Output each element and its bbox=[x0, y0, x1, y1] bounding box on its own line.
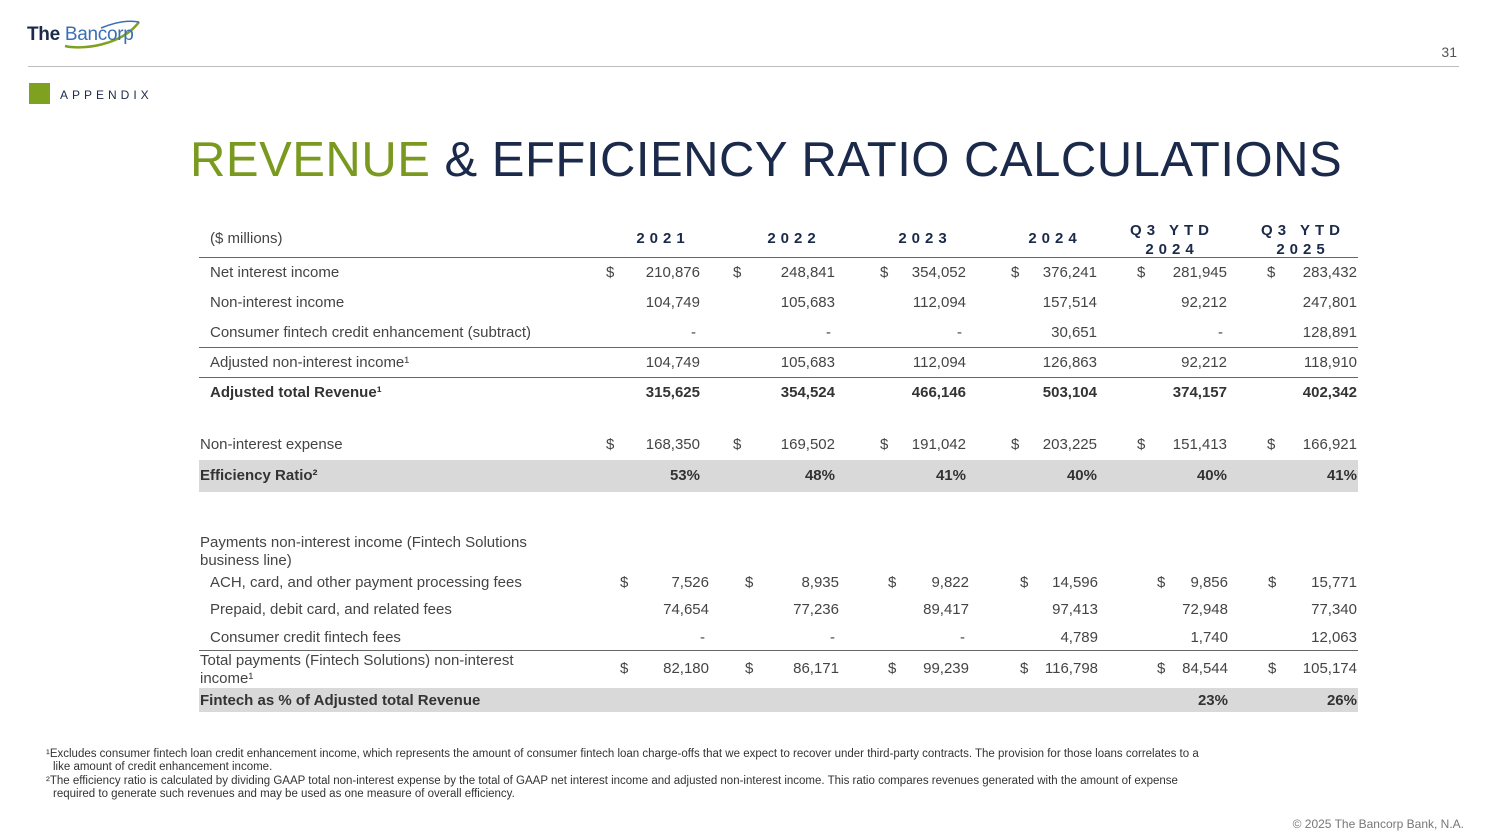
table-cell: 503,104 bbox=[1042, 384, 1097, 401]
currency-symbol: $ bbox=[880, 264, 889, 281]
currency-symbol: $ bbox=[1137, 436, 1146, 453]
table-cell: 4,789 bbox=[1060, 629, 1098, 646]
table-row-label: Net interest income bbox=[210, 264, 340, 281]
table-cell: 283,432 bbox=[1302, 264, 1357, 281]
table-cell: 104,749 bbox=[645, 294, 700, 311]
table-cell: 166,921 bbox=[1302, 436, 1357, 453]
table-cell: 105,683 bbox=[780, 354, 835, 371]
column-header: 2023 bbox=[898, 230, 952, 247]
currency-symbol: $ bbox=[888, 574, 897, 591]
table-cell: 77,340 bbox=[1311, 601, 1357, 618]
currency-symbol: $ bbox=[1011, 264, 1020, 281]
fintech-row-label: Consumer credit fintech fees bbox=[210, 629, 401, 646]
header-rule bbox=[28, 66, 1459, 67]
total-fintech-label-cont: income¹ bbox=[200, 670, 254, 687]
table-cell: 151,413 bbox=[1172, 436, 1227, 453]
currency-symbol: $ bbox=[1157, 660, 1166, 677]
footnote-1-line-2: like amount of credit enhancement income. bbox=[53, 761, 273, 773]
table-cell: 40% bbox=[1196, 467, 1227, 484]
currency-symbol: $ bbox=[733, 264, 742, 281]
currency-symbol: $ bbox=[1268, 660, 1277, 677]
column-header: 2022 bbox=[767, 230, 821, 247]
table-row-label: Non-interest income bbox=[210, 294, 345, 311]
subtotal-line bbox=[199, 347, 1358, 348]
table-cell: 12,063 bbox=[1311, 629, 1357, 646]
table-cell: 77,236 bbox=[793, 601, 839, 618]
table-cell: - bbox=[1218, 324, 1223, 341]
table-cell: - bbox=[826, 324, 831, 341]
page-title bbox=[190, 133, 1343, 187]
table-cell: 9,822 bbox=[931, 574, 969, 591]
table-cell: 248,841 bbox=[780, 264, 835, 281]
table-cell: 41% bbox=[935, 467, 966, 484]
table-cell: 1,740 bbox=[1190, 629, 1228, 646]
column-header-sub: 2025 bbox=[1276, 241, 1330, 258]
table-cell: 7,526 bbox=[671, 574, 709, 591]
table-cell: 48% bbox=[804, 467, 835, 484]
table-cell: 374,157 bbox=[1172, 384, 1227, 401]
appendix-marker bbox=[29, 83, 50, 104]
table-cell: 23% bbox=[1197, 692, 1228, 709]
table-cell: 26% bbox=[1326, 692, 1357, 709]
currency-symbol: $ bbox=[1011, 436, 1020, 453]
table-cell: 281,945 bbox=[1172, 264, 1227, 281]
currency-symbol: $ bbox=[745, 660, 754, 677]
table-cell: 92,212 bbox=[1181, 294, 1227, 311]
total-line bbox=[199, 377, 1358, 378]
table-cell: 116,798 bbox=[1044, 660, 1098, 677]
table-cell: - bbox=[700, 629, 705, 646]
footnote-2-line-1: ²The efficiency ratio is calculated by dividing GAAP total non-interest expense by the total of GAAP net interest income and adjusted non-interest income. This ratio compares revenues generated with the amount of expense bbox=[46, 775, 1178, 787]
fintech-row-label: Prepaid, debit card, and related fees bbox=[210, 601, 452, 618]
bancorp-logo bbox=[27, 16, 147, 58]
table-cell: 376,241 bbox=[1042, 264, 1097, 281]
footnote-2 bbox=[46, 775, 1346, 801]
table-cell: 354,052 bbox=[911, 264, 966, 281]
footnote-1 bbox=[46, 748, 1346, 774]
title-rest: & EFFICIENCY RATIO CALCULATIONS bbox=[430, 133, 1343, 187]
currency-symbol: $ bbox=[1268, 574, 1277, 591]
table-cell: 315,625 bbox=[645, 384, 700, 401]
currency-symbol: $ bbox=[620, 660, 629, 677]
column-header: 2024 bbox=[1028, 230, 1082, 247]
logo-the: The bbox=[27, 24, 65, 45]
currency-symbol: $ bbox=[888, 660, 897, 677]
footnote-1-line-1: ¹Excludes consumer fintech loan credit enhancement income, which represents the amount of consumer fintech loan charge-offs that we expect to recover under third-party contracts. The provision for those loans correlates to a bbox=[46, 748, 1199, 760]
table-cell: 105,683 bbox=[780, 294, 835, 311]
total-fintech-label: Total payments (Fintech Solutions) non-interest bbox=[200, 652, 514, 669]
table-cell: 247,801 bbox=[1302, 294, 1357, 311]
table-cell: 92,212 bbox=[1181, 354, 1227, 371]
table-cell: 9,856 bbox=[1190, 574, 1228, 591]
table-cell: 84,544 bbox=[1182, 660, 1228, 677]
column-header-sub: 2024 bbox=[1145, 241, 1199, 258]
currency-symbol: $ bbox=[733, 436, 742, 453]
table-cell: 15,771 bbox=[1311, 574, 1357, 591]
table-cell: 53% bbox=[669, 467, 700, 484]
table-cell: 354,524 bbox=[780, 384, 835, 401]
table-row-label: Consumer fintech credit enhancement (subtract) bbox=[210, 324, 531, 341]
currency-symbol: $ bbox=[1267, 436, 1276, 453]
column-header: Q3 YTD bbox=[1130, 222, 1214, 239]
table-row-label: Adjusted total Revenue¹ bbox=[210, 384, 382, 401]
fintech-row-label: ACH, card, and other payment processing fees bbox=[210, 574, 522, 591]
currency-symbol: $ bbox=[606, 436, 615, 453]
table-cell: 8,935 bbox=[801, 574, 839, 591]
logo-bancorp: Bancorp bbox=[64, 24, 134, 45]
currency-symbol: $ bbox=[1137, 264, 1146, 281]
table-cell: 99,239 bbox=[923, 660, 969, 677]
currency-symbol: $ bbox=[1020, 660, 1029, 677]
table-cell: 118,910 bbox=[1303, 354, 1357, 371]
table-cell: 402,342 bbox=[1302, 384, 1357, 401]
unit-label: ($ millions) bbox=[210, 230, 283, 247]
currency-symbol: $ bbox=[745, 574, 754, 591]
currency-symbol: $ bbox=[1157, 574, 1166, 591]
table-cell: 86,171 bbox=[793, 660, 839, 677]
table-cell: 89,417 bbox=[923, 601, 969, 618]
table-row-label: Efficiency Ratio² bbox=[200, 467, 318, 484]
table-cell: 112,094 bbox=[912, 354, 966, 371]
table-row-label: Adjusted non-interest income¹ bbox=[210, 354, 410, 371]
footnote-2-line-2: required to generate such revenues and may be used as one measure of overall efficiency. bbox=[53, 788, 515, 800]
currency-symbol: $ bbox=[1020, 574, 1029, 591]
table-row-label: Non-interest expense bbox=[200, 436, 343, 453]
table-cell: 104,749 bbox=[645, 354, 700, 371]
currency-symbol: $ bbox=[880, 436, 889, 453]
table-cell: 112,094 bbox=[912, 294, 966, 311]
column-header: Q3 YTD bbox=[1261, 222, 1345, 239]
fintech-heading: Payments non-interest income (Fintech Solutions bbox=[200, 534, 527, 551]
title-revenue: REVENUE bbox=[190, 133, 431, 187]
table-cell: - bbox=[960, 629, 965, 646]
table-cell: 169,502 bbox=[780, 436, 835, 453]
table-cell: 40% bbox=[1066, 467, 1097, 484]
table-cell: 82,180 bbox=[663, 660, 709, 677]
column-header: 2021 bbox=[636, 230, 690, 247]
table-cell: 126,863 bbox=[1042, 354, 1097, 371]
table-cell: 203,225 bbox=[1042, 436, 1097, 453]
table-cell: 41% bbox=[1326, 467, 1357, 484]
fintech-heading-cont: business line) bbox=[200, 552, 292, 569]
table-cell: 74,654 bbox=[663, 601, 709, 618]
section-label: APPENDIX bbox=[60, 88, 153, 102]
table-cell: - bbox=[691, 324, 696, 341]
table-cell: 210,876 bbox=[645, 264, 700, 281]
currency-symbol: $ bbox=[606, 264, 615, 281]
table-cell: 157,514 bbox=[1042, 294, 1097, 311]
copyright: © 2025 The Bancorp Bank, N.A. bbox=[1292, 817, 1464, 831]
table-cell: 191,042 bbox=[911, 436, 966, 453]
table-cell: - bbox=[830, 629, 835, 646]
table-cell: 105,174 bbox=[1302, 660, 1357, 677]
table-cell: 466,146 bbox=[911, 384, 966, 401]
table-cell: 72,948 bbox=[1182, 601, 1228, 618]
currency-symbol: $ bbox=[620, 574, 629, 591]
table-cell: - bbox=[957, 324, 962, 341]
currency-symbol: $ bbox=[1267, 264, 1276, 281]
fintech-total-line bbox=[199, 650, 1358, 651]
table-cell: 128,891 bbox=[1302, 324, 1357, 341]
table-cell: 168,350 bbox=[645, 436, 700, 453]
page-number: 31 bbox=[1441, 44, 1457, 60]
fintech-pct-label: Fintech as % of Adjusted total Revenue bbox=[200, 692, 481, 709]
table-cell: 97,413 bbox=[1052, 601, 1098, 618]
table-cell: 30,651 bbox=[1051, 324, 1097, 341]
table-cell: 14,596 bbox=[1052, 574, 1098, 591]
